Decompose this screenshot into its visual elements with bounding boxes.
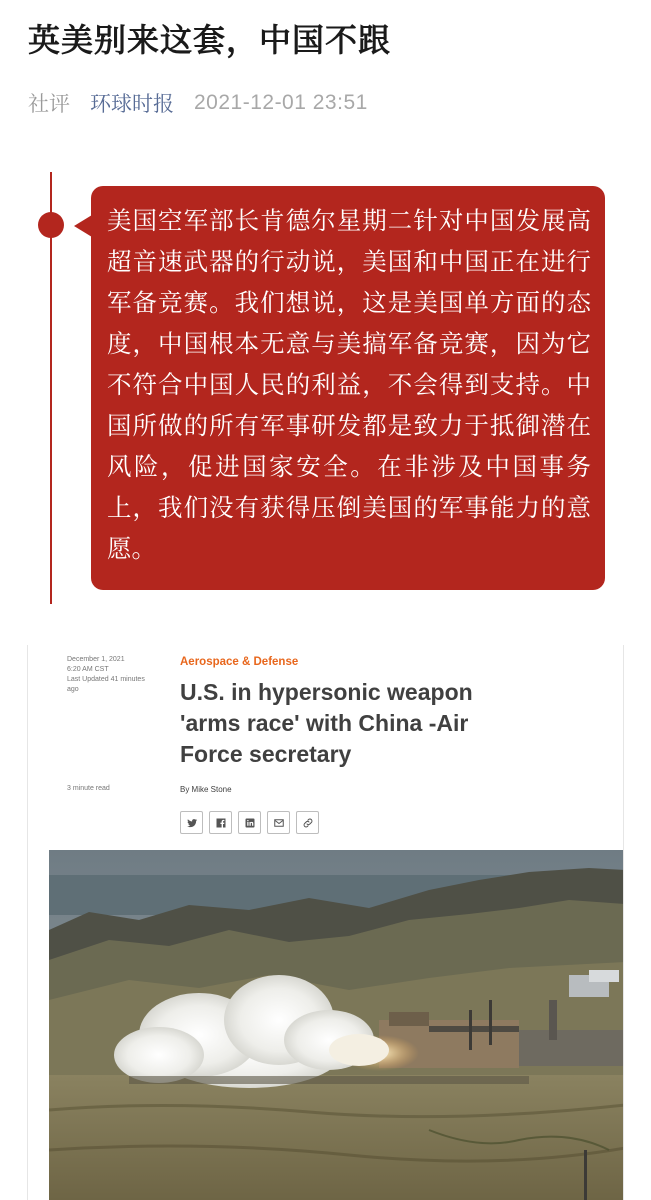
embedded-article-read-time: 3 minute read (67, 785, 110, 792)
share-link-button[interactable] (296, 811, 319, 834)
article-meta (28, 86, 368, 120)
quote-pointer (74, 215, 92, 237)
embedded-article-updated: Last Updated 41 minutes ago (67, 676, 145, 693)
mail-icon (273, 817, 285, 829)
embedded-article-headline: U.S. in hypersonic weapon 'arms race' with China -Air Force secretary (180, 679, 473, 767)
twitter-icon (186, 817, 198, 829)
share-buttons (180, 811, 319, 834)
quote-box (91, 186, 605, 590)
embedded-article-byline[interactable]: By Mike Stone (180, 785, 232, 794)
article-datetime: 2021-12-01 23:51 (194, 91, 368, 114)
embedded-article-section[interactable]: Aerospace & Defense (180, 656, 299, 668)
article-title: 英美别来这套，中国不跟 (28, 21, 392, 59)
share-linkedin-button[interactable] (238, 811, 261, 834)
embedded-article-timestamps (67, 655, 157, 695)
article-source-link[interactable]: 环球时报 (90, 92, 174, 116)
share-facebook-button[interactable] (209, 811, 232, 834)
linkedin-icon (244, 817, 256, 829)
embedded-article-screenshot (27, 645, 624, 1200)
embedded-article-time: 6:20 AM CST (67, 666, 109, 673)
share-email-button[interactable] (267, 811, 290, 834)
rocket-engine-test-photo (49, 850, 624, 1200)
share-twitter-button[interactable] (180, 811, 203, 834)
facebook-icon (215, 817, 227, 829)
embedded-article-date: December 1, 2021 (67, 656, 125, 663)
quote-marker-dot (38, 212, 64, 238)
link-icon (302, 817, 314, 829)
article-category: 社评 (28, 92, 70, 116)
quote-text: 美国空军部长肯德尔星期二针对中国发展高超音速武器的行动说，美国和中国正在进行军备竞赛。我们想说，这是美国单方面的态度，中国根本无意与美搞军备竞赛，因为它不符合中国人民的利益，不会得到支持。中国所做的所有军事研发都是致力于抵御潜在风险，促进国家安全。在非涉及中国事务上，我们没有获得压倒美国的军事能力的意愿。 (107, 206, 591, 563)
